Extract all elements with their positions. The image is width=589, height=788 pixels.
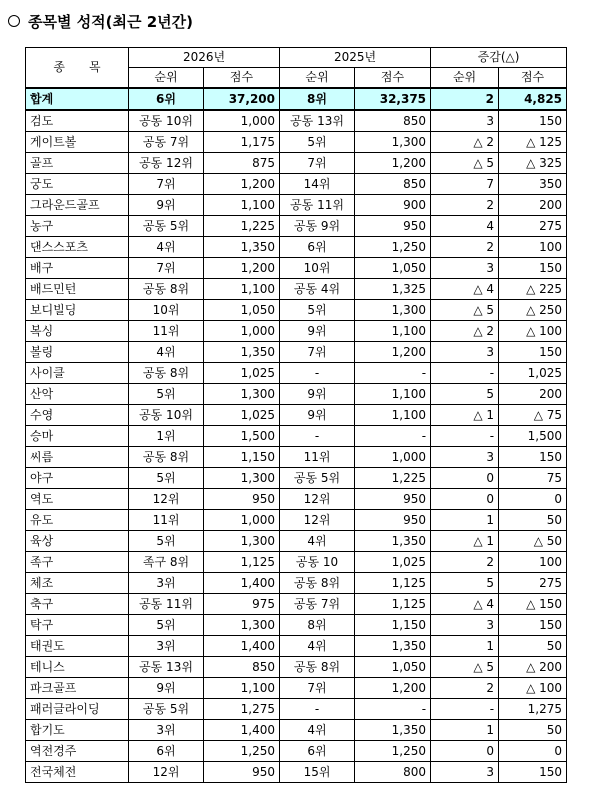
rank-2026: 5위 bbox=[129, 615, 204, 636]
sport-name: 사이클 bbox=[26, 363, 129, 384]
score-change: 1,025 bbox=[499, 363, 567, 384]
rank-2026: 3위 bbox=[129, 720, 204, 741]
rank-2026: 공동 5위 bbox=[129, 216, 204, 237]
rank-2025: 7위 bbox=[280, 678, 355, 699]
rank-2025: 12위 bbox=[280, 489, 355, 510]
table-row bbox=[26, 132, 567, 153]
rank-2025: 8위 bbox=[280, 615, 355, 636]
rank-change: 0 bbox=[431, 489, 499, 510]
rank-change: 7 bbox=[431, 174, 499, 195]
rank-change: 2 bbox=[431, 237, 499, 258]
score-change: 150 bbox=[499, 447, 567, 468]
rank-2026: 공동 8위 bbox=[129, 279, 204, 300]
rank-2026: 1위 bbox=[129, 426, 204, 447]
score-2026: 1,300 bbox=[204, 468, 280, 489]
rank-change: 3 bbox=[431, 447, 499, 468]
table-row bbox=[26, 552, 567, 573]
sport-name: 골프 bbox=[26, 153, 129, 174]
rank-change: △ 5 bbox=[431, 300, 499, 321]
rank-2025: 4위 bbox=[280, 531, 355, 552]
sport-name: 배드민턴 bbox=[26, 279, 129, 300]
score-2026: 1,100 bbox=[204, 678, 280, 699]
sports-results-table bbox=[25, 47, 567, 783]
rank-change: 3 bbox=[431, 615, 499, 636]
sport-name: 합기도 bbox=[26, 720, 129, 741]
score-2025: 1,350 bbox=[355, 531, 431, 552]
sport-name: 배구 bbox=[26, 258, 129, 279]
header-score-change: 점수 bbox=[499, 68, 567, 89]
score-2025: 1,325 bbox=[355, 279, 431, 300]
total-row bbox=[26, 88, 567, 110]
score-change: 350 bbox=[499, 174, 567, 195]
score-2026: 1,300 bbox=[204, 531, 280, 552]
score-2025: - bbox=[355, 699, 431, 720]
rank-2026: 3위 bbox=[129, 573, 204, 594]
rank-2025: 공동 10 bbox=[280, 552, 355, 573]
rank-change: △ 2 bbox=[431, 132, 499, 153]
total-label: 합계 bbox=[26, 88, 129, 110]
score-2025: 1,025 bbox=[355, 552, 431, 573]
rank-2025: 공동 4위 bbox=[280, 279, 355, 300]
table-row bbox=[26, 573, 567, 594]
score-2026: 1,175 bbox=[204, 132, 280, 153]
table-row bbox=[26, 678, 567, 699]
rank-2026: 6위 bbox=[129, 741, 204, 762]
score-change: △ 325 bbox=[499, 153, 567, 174]
score-2026: 1,000 bbox=[204, 110, 280, 132]
score-change: 50 bbox=[499, 510, 567, 531]
sport-name: 산악 bbox=[26, 384, 129, 405]
table-row bbox=[26, 447, 567, 468]
score-change: 100 bbox=[499, 237, 567, 258]
score-2025: 1,050 bbox=[355, 258, 431, 279]
rank-change: △ 5 bbox=[431, 657, 499, 678]
table-row bbox=[26, 258, 567, 279]
score-change: 150 bbox=[499, 762, 567, 783]
score-change: 75 bbox=[499, 468, 567, 489]
score-2025: 1,350 bbox=[355, 636, 431, 657]
total-score-2026: 37,200 bbox=[204, 88, 280, 110]
rank-2026: 공동 10위 bbox=[129, 110, 204, 132]
score-2025: 950 bbox=[355, 489, 431, 510]
total-rank-2026: 6위 bbox=[129, 88, 204, 110]
score-2026: 1,100 bbox=[204, 279, 280, 300]
rank-change: △ 2 bbox=[431, 321, 499, 342]
rank-change: 2 bbox=[431, 552, 499, 573]
score-2026: 1,025 bbox=[204, 363, 280, 384]
rank-2026: 공동 12위 bbox=[129, 153, 204, 174]
rank-change: △ 1 bbox=[431, 531, 499, 552]
score-2025: 1,200 bbox=[355, 153, 431, 174]
table-row bbox=[26, 531, 567, 552]
score-2026: 1,125 bbox=[204, 552, 280, 573]
rank-2026: 공동 11위 bbox=[129, 594, 204, 615]
rank-2026: 4위 bbox=[129, 237, 204, 258]
sport-name: 씨름 bbox=[26, 447, 129, 468]
table-row bbox=[26, 237, 567, 258]
score-change: 150 bbox=[499, 110, 567, 132]
score-change: △ 100 bbox=[499, 321, 567, 342]
rank-2025: 공동 9위 bbox=[280, 216, 355, 237]
rank-change: 1 bbox=[431, 510, 499, 531]
score-2025: 1,200 bbox=[355, 678, 431, 699]
rank-2025: 공동 5위 bbox=[280, 468, 355, 489]
sport-name: 댄스스포츠 bbox=[26, 237, 129, 258]
rank-2026: 공동 10위 bbox=[129, 405, 204, 426]
rank-2026: 11위 bbox=[129, 510, 204, 531]
table-row bbox=[26, 153, 567, 174]
score-2026: 1,400 bbox=[204, 573, 280, 594]
score-2025: 1,125 bbox=[355, 594, 431, 615]
rank-2025: - bbox=[280, 699, 355, 720]
sport-name: 볼링 bbox=[26, 342, 129, 363]
rank-2025: 15위 bbox=[280, 762, 355, 783]
sport-name: 보디빌딩 bbox=[26, 300, 129, 321]
rank-2026: 공동 13위 bbox=[129, 657, 204, 678]
sport-name: 그라운드골프 bbox=[26, 195, 129, 216]
sport-name: 농구 bbox=[26, 216, 129, 237]
header-change: 증감(△) bbox=[431, 48, 567, 68]
score-change: 150 bbox=[499, 615, 567, 636]
score-2026: 1,300 bbox=[204, 384, 280, 405]
header-year-2026: 2026년 bbox=[129, 48, 280, 68]
rank-2025: - bbox=[280, 363, 355, 384]
score-2026: 1,300 bbox=[204, 615, 280, 636]
rank-change: 5 bbox=[431, 573, 499, 594]
rank-2026: 12위 bbox=[129, 489, 204, 510]
score-change: △ 100 bbox=[499, 678, 567, 699]
rank-change: △ 4 bbox=[431, 279, 499, 300]
rank-2026: 9위 bbox=[129, 195, 204, 216]
score-2026: 1,050 bbox=[204, 300, 280, 321]
rank-2026: 5위 bbox=[129, 468, 204, 489]
score-change: △ 50 bbox=[499, 531, 567, 552]
score-2026: 1,000 bbox=[204, 510, 280, 531]
score-2026: 1,025 bbox=[204, 405, 280, 426]
score-2026: 875 bbox=[204, 153, 280, 174]
score-2026: 950 bbox=[204, 489, 280, 510]
header-sport: 종 목 bbox=[26, 48, 129, 89]
rank-2026: 5위 bbox=[129, 384, 204, 405]
rank-2025: 공동 11위 bbox=[280, 195, 355, 216]
sport-name: 수영 bbox=[26, 405, 129, 426]
table-row bbox=[26, 216, 567, 237]
table-row bbox=[26, 195, 567, 216]
rank-change: △ 4 bbox=[431, 594, 499, 615]
sport-name: 축구 bbox=[26, 594, 129, 615]
rank-2026: 족구 8위 bbox=[129, 552, 204, 573]
table-row bbox=[26, 720, 567, 741]
table-row bbox=[26, 174, 567, 195]
table-row bbox=[26, 426, 567, 447]
score-2025: 1,050 bbox=[355, 657, 431, 678]
score-2025: 1,150 bbox=[355, 615, 431, 636]
table-row bbox=[26, 384, 567, 405]
rank-change: 0 bbox=[431, 741, 499, 762]
score-2025: 1,300 bbox=[355, 300, 431, 321]
table-row bbox=[26, 342, 567, 363]
score-change: △ 225 bbox=[499, 279, 567, 300]
rank-change: 3 bbox=[431, 342, 499, 363]
score-change: 0 bbox=[499, 489, 567, 510]
rank-2025: 7위 bbox=[280, 342, 355, 363]
score-2025: 1,300 bbox=[355, 132, 431, 153]
score-change: 275 bbox=[499, 573, 567, 594]
rank-2025: 4위 bbox=[280, 720, 355, 741]
rank-2025: 11위 bbox=[280, 447, 355, 468]
score-change: 150 bbox=[499, 258, 567, 279]
score-change: 275 bbox=[499, 216, 567, 237]
score-change: 50 bbox=[499, 636, 567, 657]
sport-name: 테니스 bbox=[26, 657, 129, 678]
rank-change: △ 1 bbox=[431, 405, 499, 426]
score-2025: 850 bbox=[355, 174, 431, 195]
rank-2026: 공동 8위 bbox=[129, 447, 204, 468]
rank-change: - bbox=[431, 363, 499, 384]
sport-name: 탁구 bbox=[26, 615, 129, 636]
score-2026: 1,200 bbox=[204, 258, 280, 279]
score-change: 100 bbox=[499, 552, 567, 573]
table-body bbox=[26, 88, 567, 783]
score-2026: 1,400 bbox=[204, 720, 280, 741]
score-2026: 850 bbox=[204, 657, 280, 678]
rank-change: 2 bbox=[431, 678, 499, 699]
score-2025: 900 bbox=[355, 195, 431, 216]
score-change: 0 bbox=[499, 741, 567, 762]
rank-2026: 4위 bbox=[129, 342, 204, 363]
header-year-2025: 2025년 bbox=[280, 48, 431, 68]
sport-name: 야구 bbox=[26, 468, 129, 489]
rank-2026: 10위 bbox=[129, 300, 204, 321]
rank-change: - bbox=[431, 426, 499, 447]
table-row bbox=[26, 321, 567, 342]
rank-change: 3 bbox=[431, 110, 499, 132]
score-2025: 1,125 bbox=[355, 573, 431, 594]
rank-change: 4 bbox=[431, 216, 499, 237]
score-2025: 850 bbox=[355, 110, 431, 132]
score-2026: 975 bbox=[204, 594, 280, 615]
score-2026: 1,400 bbox=[204, 636, 280, 657]
score-2025: 1,200 bbox=[355, 342, 431, 363]
sport-name: 역전경주 bbox=[26, 741, 129, 762]
sport-name: 체조 bbox=[26, 573, 129, 594]
rank-2025: - bbox=[280, 426, 355, 447]
table-row bbox=[26, 510, 567, 531]
rank-2025: 12위 bbox=[280, 510, 355, 531]
rank-2025: 공동 13위 bbox=[280, 110, 355, 132]
score-change: 50 bbox=[499, 720, 567, 741]
score-change: △ 200 bbox=[499, 657, 567, 678]
score-2025: - bbox=[355, 426, 431, 447]
rank-2026: 공동 8위 bbox=[129, 363, 204, 384]
score-change: △ 250 bbox=[499, 300, 567, 321]
table-row bbox=[26, 363, 567, 384]
rank-2025: 6위 bbox=[280, 237, 355, 258]
sport-name: 검도 bbox=[26, 110, 129, 132]
score-change: 200 bbox=[499, 195, 567, 216]
sport-name: 태권도 bbox=[26, 636, 129, 657]
rank-change: 2 bbox=[431, 195, 499, 216]
rank-2025: 공동 8위 bbox=[280, 573, 355, 594]
rank-change: 1 bbox=[431, 636, 499, 657]
rank-2025: 6위 bbox=[280, 741, 355, 762]
rank-2026: 11위 bbox=[129, 321, 204, 342]
score-2026: 950 bbox=[204, 762, 280, 783]
title-text: 종목별 성적(최근 2년간) bbox=[28, 12, 194, 31]
score-2025: 1,250 bbox=[355, 237, 431, 258]
table-row bbox=[26, 468, 567, 489]
score-2026: 1,100 bbox=[204, 195, 280, 216]
table-row bbox=[26, 489, 567, 510]
rank-2025: 공동 7위 bbox=[280, 594, 355, 615]
header-score-2026: 점수 bbox=[204, 68, 280, 89]
sport-name: 승마 bbox=[26, 426, 129, 447]
rank-2026: 12위 bbox=[129, 762, 204, 783]
sport-name: 전국체전 bbox=[26, 762, 129, 783]
score-2026: 1,350 bbox=[204, 237, 280, 258]
rank-2026: 3위 bbox=[129, 636, 204, 657]
score-change: △ 125 bbox=[499, 132, 567, 153]
score-2026: 1,225 bbox=[204, 216, 280, 237]
table-row bbox=[26, 762, 567, 783]
sport-name: 역도 bbox=[26, 489, 129, 510]
sport-name: 복싱 bbox=[26, 321, 129, 342]
rank-2026: 9위 bbox=[129, 678, 204, 699]
score-2026: 1,200 bbox=[204, 174, 280, 195]
score-2025: 1,100 bbox=[355, 321, 431, 342]
rank-change: △ 5 bbox=[431, 153, 499, 174]
header-rank-change: 순위 bbox=[431, 68, 499, 89]
table-row bbox=[26, 300, 567, 321]
score-2025: 1,100 bbox=[355, 405, 431, 426]
rank-2026: 7위 bbox=[129, 258, 204, 279]
rank-2025: 7위 bbox=[280, 153, 355, 174]
header-row-years bbox=[26, 48, 567, 68]
rank-2025: 공동 8위 bbox=[280, 657, 355, 678]
sport-name: 파크골프 bbox=[26, 678, 129, 699]
score-change: △ 150 bbox=[499, 594, 567, 615]
table-row bbox=[26, 279, 567, 300]
rank-2026: 공동 5위 bbox=[129, 699, 204, 720]
rank-2025: 9위 bbox=[280, 321, 355, 342]
rank-2025: 4위 bbox=[280, 636, 355, 657]
score-2025: 950 bbox=[355, 510, 431, 531]
score-change: 200 bbox=[499, 384, 567, 405]
total-rank-change: 2 bbox=[431, 88, 499, 110]
total-score-change: 4,825 bbox=[499, 88, 567, 110]
score-change: 1,275 bbox=[499, 699, 567, 720]
sport-name: 궁도 bbox=[26, 174, 129, 195]
header-score-2025: 점수 bbox=[355, 68, 431, 89]
rank-2025: 9위 bbox=[280, 405, 355, 426]
rank-change: - bbox=[431, 699, 499, 720]
rank-change: 1 bbox=[431, 720, 499, 741]
rank-change: 3 bbox=[431, 762, 499, 783]
table-row bbox=[26, 405, 567, 426]
table-row bbox=[26, 741, 567, 762]
total-score-2025: 32,375 bbox=[355, 88, 431, 110]
score-2025: 800 bbox=[355, 762, 431, 783]
total-rank-2025: 8위 bbox=[280, 88, 355, 110]
score-2026: 1,150 bbox=[204, 447, 280, 468]
rank-change: 0 bbox=[431, 468, 499, 489]
header-rank-2026: 순위 bbox=[129, 68, 204, 89]
circle-bullet-icon bbox=[8, 15, 20, 27]
score-2025: 950 bbox=[355, 216, 431, 237]
rank-change: 5 bbox=[431, 384, 499, 405]
table-row bbox=[26, 594, 567, 615]
rank-2026: 5위 bbox=[129, 531, 204, 552]
sport-name: 패러글라이딩 bbox=[26, 699, 129, 720]
document-title bbox=[8, 10, 193, 32]
score-2026: 1,500 bbox=[204, 426, 280, 447]
rank-2025: 5위 bbox=[280, 300, 355, 321]
rank-2026: 공동 7위 bbox=[129, 132, 204, 153]
table-row bbox=[26, 636, 567, 657]
header-rank-2025: 순위 bbox=[280, 68, 355, 89]
score-change: 150 bbox=[499, 342, 567, 363]
table-row bbox=[26, 657, 567, 678]
score-2026: 1,250 bbox=[204, 741, 280, 762]
rank-2025: 14위 bbox=[280, 174, 355, 195]
score-2025: 1,350 bbox=[355, 720, 431, 741]
rank-2026: 7위 bbox=[129, 174, 204, 195]
table-row bbox=[26, 110, 567, 132]
table-row bbox=[26, 615, 567, 636]
score-2025: 1,225 bbox=[355, 468, 431, 489]
score-change: △ 75 bbox=[499, 405, 567, 426]
score-2025: 1,250 bbox=[355, 741, 431, 762]
score-2026: 1,275 bbox=[204, 699, 280, 720]
sport-name: 게이트볼 bbox=[26, 132, 129, 153]
sport-name: 족구 bbox=[26, 552, 129, 573]
score-2025: 1,100 bbox=[355, 384, 431, 405]
rank-change: 3 bbox=[431, 258, 499, 279]
rank-2025: 5위 bbox=[280, 132, 355, 153]
score-2026: 1,000 bbox=[204, 321, 280, 342]
rank-2025: 9위 bbox=[280, 384, 355, 405]
rank-2025: 10위 bbox=[280, 258, 355, 279]
sport-name: 육상 bbox=[26, 531, 129, 552]
score-change: 1,500 bbox=[499, 426, 567, 447]
table-row bbox=[26, 699, 567, 720]
sport-name: 유도 bbox=[26, 510, 129, 531]
score-2026: 1,350 bbox=[204, 342, 280, 363]
score-2025: 1,000 bbox=[355, 447, 431, 468]
score-2025: - bbox=[355, 363, 431, 384]
